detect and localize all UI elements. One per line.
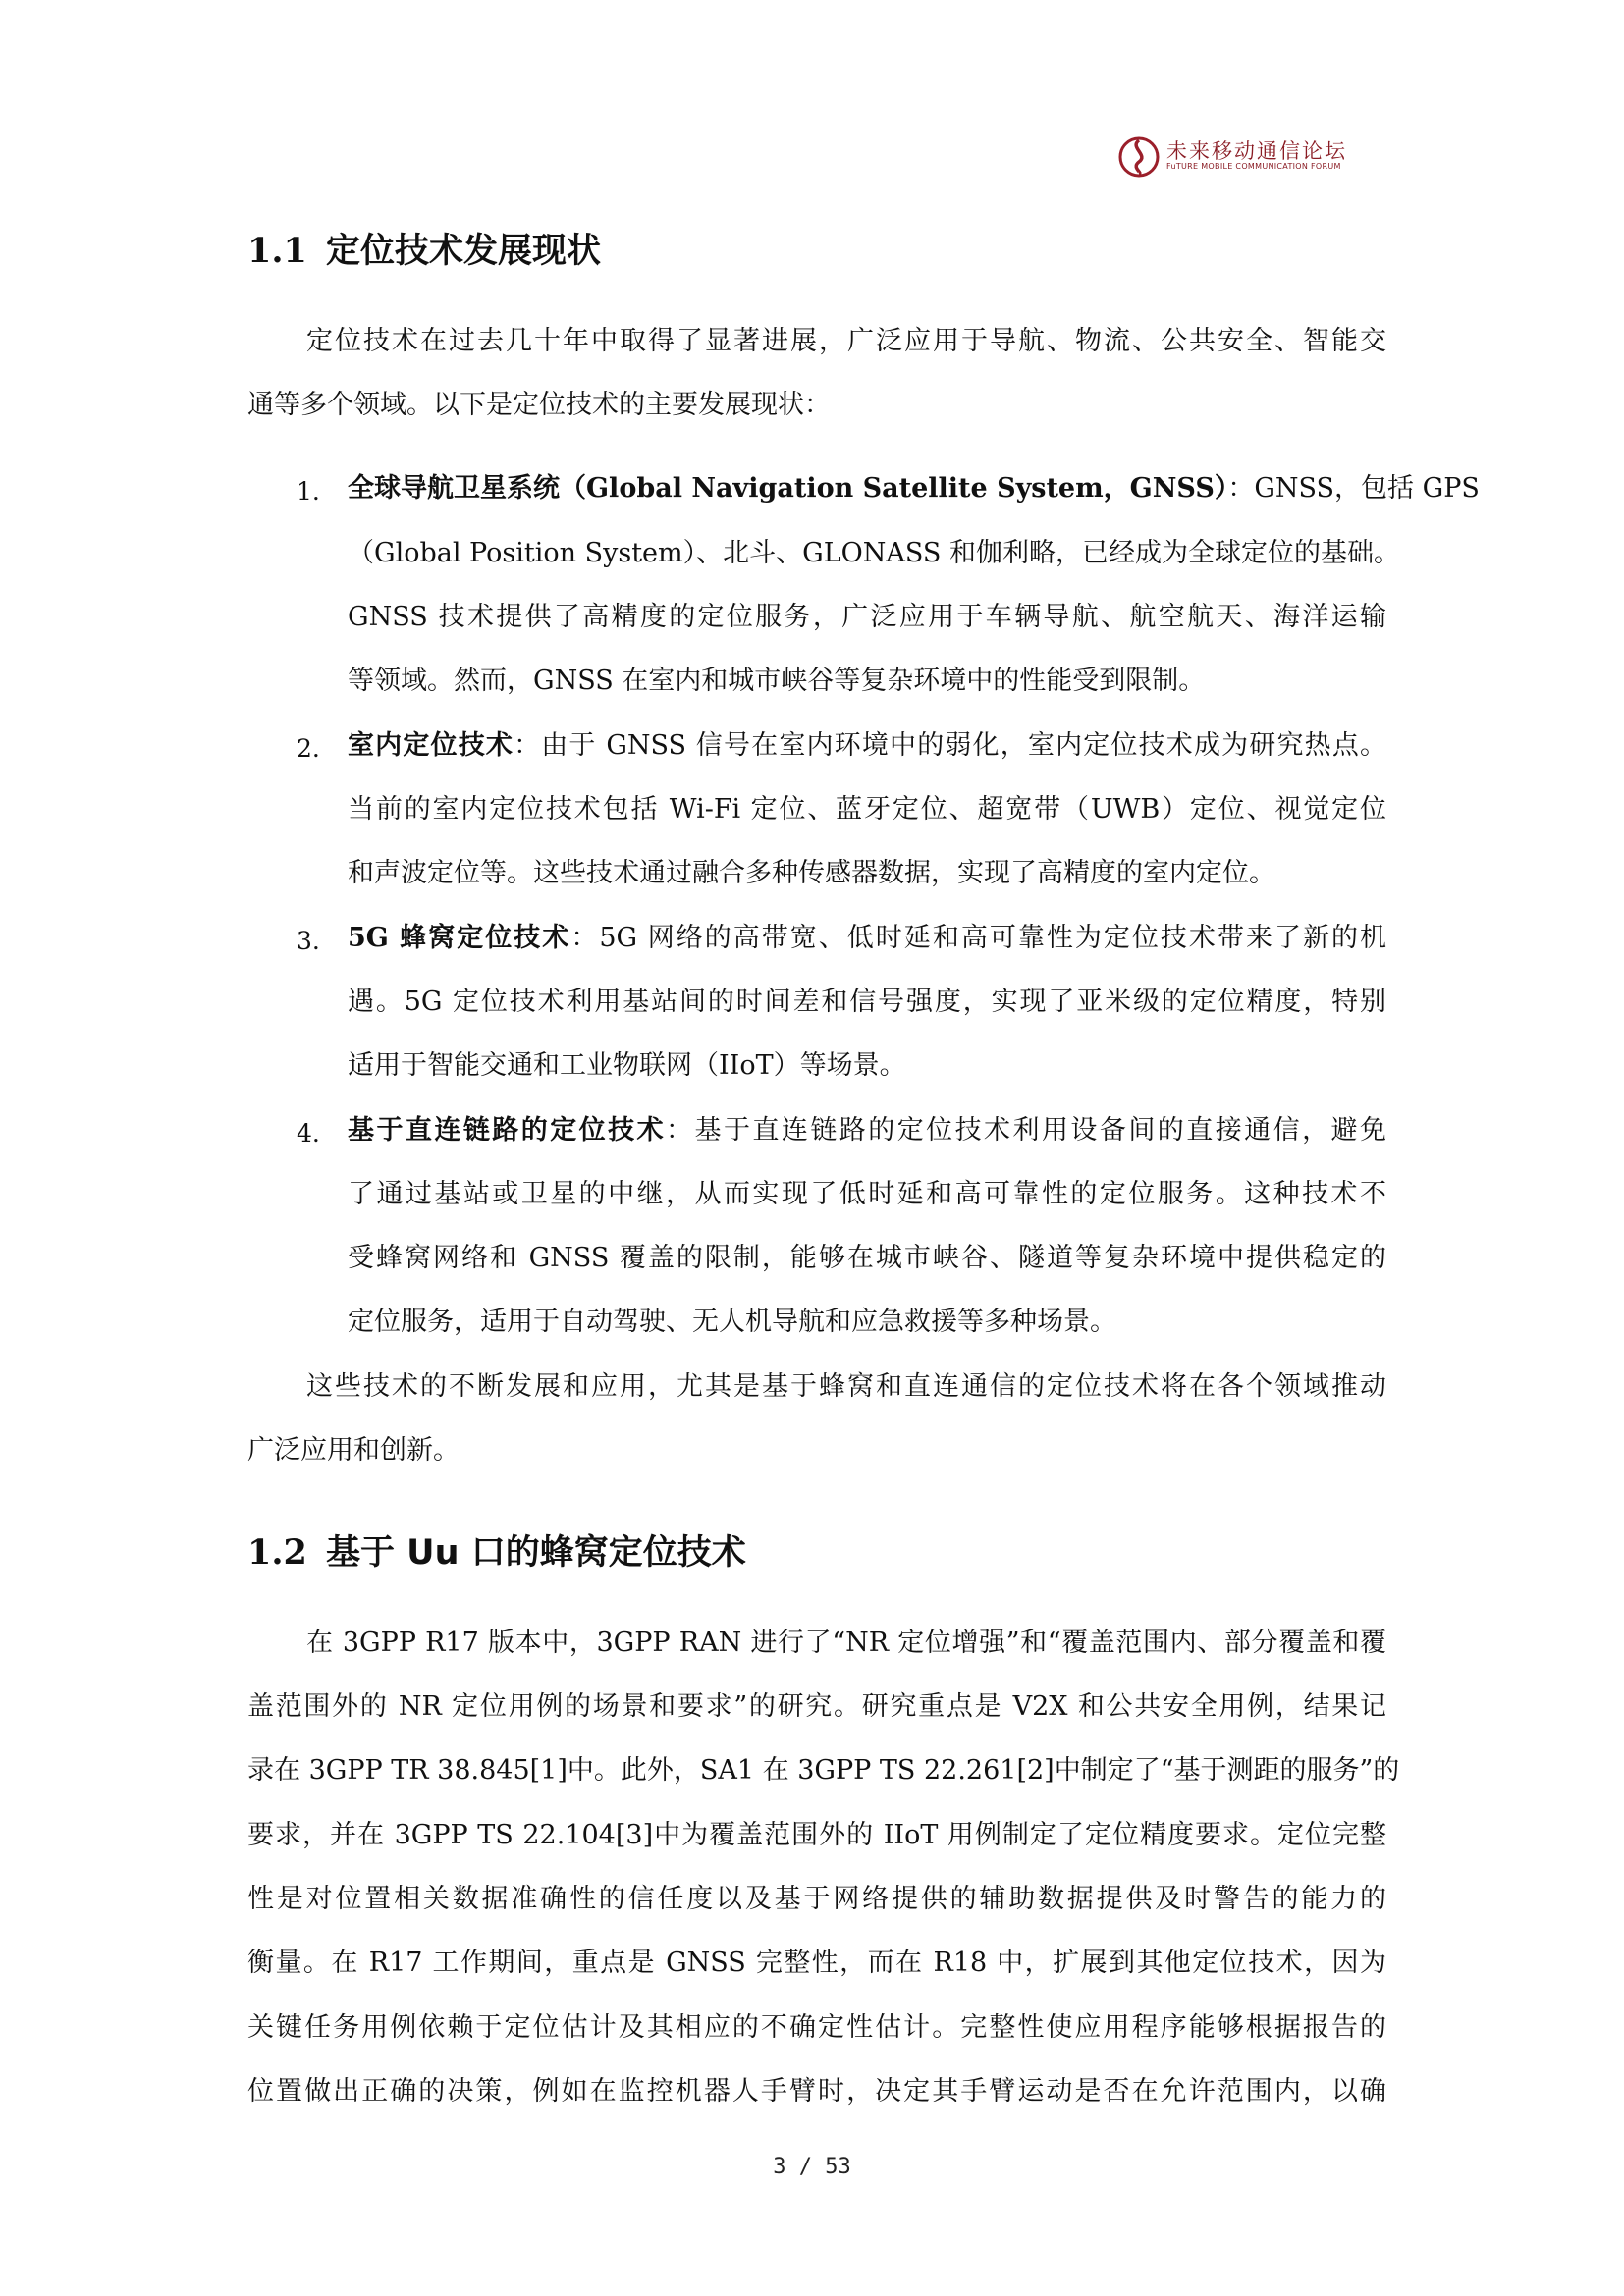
list-item-first-line [348, 732, 1386, 759]
paragraph-line: 性是对位置相关数据准确性的信任度以及基于网络提供的辅助数据提供及时警告的能力的 [247, 1884, 1386, 1914]
page-number: 3 / 53 [773, 2155, 851, 2179]
paragraph-line: 位置做出正确的决策，例如在监控机器人手臂时，决定其手臂运动是否在允许范围内，以确 [247, 2076, 1386, 2107]
paragraph-line: 这些技术的不断发展和应用，尤其是基于蜂窝和直连通信的定位技术将在各个领域推动 [306, 1371, 1386, 1402]
list-marker: 2. [297, 734, 320, 763]
section-title: 定位技术发展现状 [326, 232, 602, 271]
paragraph-line: 盖范围外的 NR 定位用例的场景和要求”的研究。研究重点是 V2X 和公共安全用例，结果记 [247, 1691, 1386, 1722]
list-item-term: 室内定位技术 [348, 730, 514, 761]
list-item-term: 5G 蜂窝定位技术 [348, 923, 571, 953]
logo-chinese-text: 未来移动通信论坛 [1166, 139, 1347, 163]
list-item-line: 当前的室内定位技术包括 Wi-Fi 定位、蓝牙定位、超宽带（UWB）定位、视觉定位 [348, 794, 1386, 825]
section-heading-1-2 [247, 1525, 746, 1575]
list-item-term: 基于直连链路的定位技术 [348, 1115, 667, 1146]
list-item-line: 和声波定位等。这些技术通过融合多种传感器数据，实现了高精度的室内定位。 [348, 858, 1275, 888]
list-item-line: 适用于智能交通和工业物联网（IIoT）等场景。 [348, 1050, 906, 1081]
list-item-text: ：5G 网络的高带宽、低时延和高可靠性为定位技术带来了新的机 [570, 923, 1387, 953]
list-item-first-line [348, 1117, 1386, 1144]
paragraph-line: 在 3GPP R17 版本中，3GPP RAN 进行了“NR 定位增强”和“覆盖范围内、部分覆盖和覆 [306, 1628, 1386, 1658]
paragraph-line: 广泛应用和创新。 [247, 1435, 460, 1466]
list-item-term: 全球导航卫星系统（Global Navigation Satellite System，GNSS） [348, 473, 1228, 504]
paragraph-line: 通等多个领域。以下是定位技术的主要发展现状： [247, 390, 831, 420]
paragraph-line: 关键任务用例依赖于定位估计及其相应的不确定性估计。完整性使应用程序能够根据报告的 [247, 2012, 1386, 2043]
list-marker: 4. [297, 1119, 320, 1148]
paragraph-line: 要求，并在 3GPP TS 22.104[3]中为覆盖范围外的 IIoT 用例制定了定位精度要求。定位完整 [247, 1820, 1386, 1850]
paragraph-line: 录在 3GPP TR 38.845[1]中。此外，SA1 在 3GPP TS 22.261[2]中制定了“基于测距的服务”的 [247, 1755, 1400, 1786]
logo-english-text: FuTURE MOBILE COMMUNICATION FORUM [1166, 162, 1341, 171]
list-item-first-line [348, 473, 1480, 504]
list-marker: 3. [297, 927, 320, 955]
paragraph-line: 衡量。在 R17 工作期间，重点是 GNSS 完整性，而在 R18 中，扩展到其他定位技术，因为 [247, 1948, 1386, 1978]
section-number: 1.1 [247, 231, 307, 271]
forum-logo [1117, 135, 1353, 179]
forum-logo-icon [1117, 135, 1161, 179]
list-item-line: GNSS 技术提供了高精度的定位服务，广泛应用于车辆导航、航空航天、海洋运输 [348, 602, 1386, 632]
list-marker: 1. [297, 477, 320, 506]
list-item-first-line [348, 925, 1386, 951]
section-number: 1.2 [247, 1532, 307, 1573]
paragraph-line: 定位技术在过去几十年中取得了显著进展，广泛应用于导航、物流、公共安全、智能交 [306, 326, 1386, 356]
section-heading-1-1 [247, 224, 601, 273]
list-item-text: ：GNSS，包括 GPS [1227, 473, 1480, 504]
list-item-line: （Global Position System）、北斗、GLONASS 和伽利略，已经成为全球定位的基础。 [348, 538, 1400, 568]
list-item-line: 受蜂窝网络和 GNSS 覆盖的限制，能够在城市峡谷、隧道等复杂环境中提供稳定的 [348, 1243, 1386, 1273]
list-item-line: 等领域。然而，GNSS 在室内和城市峡谷等复杂环境中的性能受到限制。 [348, 666, 1206, 696]
list-item-text: ：由于 GNSS 信号在室内环境中的弱化，室内定位技术成为研究热点。 [514, 730, 1387, 761]
section-title: 基于 Uu 口的蜂窝定位技术 [326, 1533, 746, 1573]
list-item-line: 了通过基站或卫星的中继，从而实现了低时延和高可靠性的定位服务。这种技术不 [348, 1179, 1386, 1209]
list-item-line: 遇。5G 定位技术利用基站间的时间差和信号强度，实现了亚米级的定位精度，特别 [348, 987, 1386, 1017]
list-item-line: 定位服务，适用于自动驾驶、无人机导航和应急救援等多种场景。 [348, 1307, 1116, 1337]
list-item-text: ：基于直连链路的定位技术利用设备间的直接通信，避免 [666, 1115, 1387, 1146]
